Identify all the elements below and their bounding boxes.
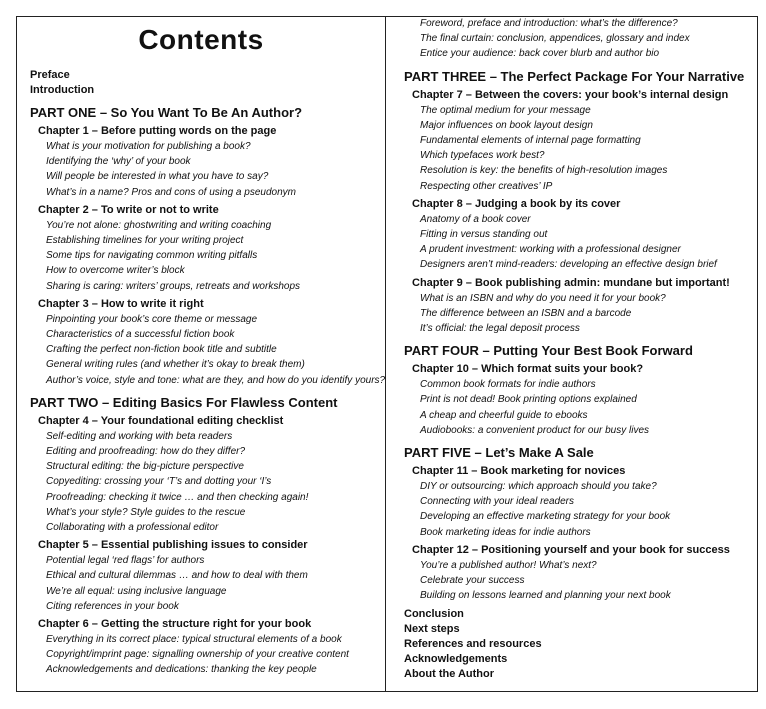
chapter-block bbox=[30, 124, 382, 200]
back-matter bbox=[404, 607, 754, 682]
section-entry: What’s your style? Style guides to the rescue bbox=[46, 506, 246, 518]
page-title: Contents bbox=[138, 24, 264, 55]
section-entry: Characteristics of a successful fiction book bbox=[46, 329, 235, 341]
chapter-heading: Chapter 8 – Judging a book by its cover bbox=[412, 197, 621, 210]
section-entry: Developing an effective marketing strategy for your book bbox=[420, 511, 671, 523]
chapter-block bbox=[30, 203, 382, 294]
back-matter-entry: References and resources bbox=[404, 638, 542, 651]
section-entry: A prudent investment: working with a professional designer bbox=[420, 244, 681, 256]
chapter-block bbox=[30, 617, 382, 678]
back-matter-entry: Acknowledgements bbox=[404, 653, 508, 666]
chapter-block bbox=[30, 538, 382, 614]
section-entry: Structural editing: the big-picture perspective bbox=[46, 461, 244, 473]
chapter-block bbox=[404, 362, 754, 438]
chapter-block bbox=[30, 297, 386, 388]
part-heading: PART FIVE – Let’s Make A Sale bbox=[404, 445, 594, 461]
section-entry: General writing rules (and whether it’s okay to break them) bbox=[46, 359, 305, 371]
chapter-heading: Chapter 9 – Book publishing admin: mundane but important! bbox=[412, 276, 730, 289]
left-column bbox=[30, 16, 386, 680]
section-entry: It’s official: the legal deposit process bbox=[420, 323, 580, 335]
title-spacer bbox=[30, 16, 382, 68]
section-entry: Connecting with your ideal readers bbox=[420, 496, 574, 508]
section-entry: What’s in a name? Pros and cons of using a pseudonym bbox=[46, 186, 296, 198]
section-entry: DIY or outsourcing: which approach should you take? bbox=[420, 481, 657, 493]
section-entry: Fitting in versus standing out bbox=[420, 229, 548, 241]
chapter-heading: Chapter 5 – Essential publishing issues to consider bbox=[38, 539, 308, 552]
section-entry: Building on lessons learned and planning your next book bbox=[420, 590, 671, 602]
section-entry: Anatomy of a book cover bbox=[420, 213, 531, 225]
section-entry: Which typefaces work best? bbox=[420, 150, 545, 162]
chapter-heading: Chapter 4 – Your foundational editing checklist bbox=[38, 414, 284, 427]
front-matter-entry: Preface bbox=[30, 69, 70, 81]
section-entry: Self-editing and working with beta readers bbox=[46, 430, 233, 442]
section-entry: Pinpointing your book’s core theme or message bbox=[46, 313, 258, 325]
section-entry: The difference between an ISBN and a barcode bbox=[420, 307, 632, 319]
front-matter-entry: Introduction bbox=[30, 84, 95, 96]
chapter-heading: Chapter 7 – Between the covers: your book’s internal design bbox=[412, 88, 729, 101]
back-matter-entry: Next steps bbox=[404, 623, 460, 636]
part-heading: PART ONE – So You Want To Be An Author? bbox=[30, 105, 303, 120]
section-entry: The optimal medium for your message bbox=[420, 104, 591, 116]
section-entry: Editing and proofreading: how do they differ? bbox=[46, 446, 246, 458]
chapter-heading: Chapter 2 – To write or not to write bbox=[38, 203, 219, 216]
back-matter-entry: About the Author bbox=[404, 668, 495, 681]
chapter-heading: Chapter 6 – Getting the structure right for your book bbox=[38, 618, 312, 631]
section-entry: What is an ISBN and why do you need it for your book? bbox=[420, 292, 666, 304]
chapter-block bbox=[404, 276, 754, 337]
section-entry: Crafting the perfect non-fiction book title and subtitle bbox=[46, 344, 277, 356]
section-entry: Copyediting: crossing your ‘T’s and dotting your ‘I’s bbox=[46, 476, 272, 488]
section-entry: Print is not dead! Book printing options explained bbox=[420, 394, 637, 406]
section-entry: Common book formats for indie authors bbox=[420, 379, 596, 391]
section-entry: Ethical and cultural dilemmas … and how to deal with them bbox=[46, 570, 308, 582]
section-entry: Proofreading: checking it twice … and then checking again! bbox=[46, 491, 309, 503]
section-entry: How to overcome writer’s block bbox=[46, 265, 185, 277]
section-entry: Copyright/imprint page: signalling ownership of your creative content bbox=[46, 649, 349, 661]
section-entry: Acknowledgements and dedications: thanking the key people bbox=[46, 664, 317, 676]
chapter-block bbox=[404, 464, 754, 540]
chapter-block bbox=[30, 414, 382, 535]
section-entry: Citing references in your book bbox=[46, 600, 179, 612]
section-entry: You’re not alone: ghostwriting and writing coaching bbox=[46, 219, 272, 231]
left-content bbox=[30, 68, 386, 678]
section-entry: Book marketing ideas for indie authors bbox=[420, 526, 591, 538]
section-entry: Sharing is caring: writers’ groups, retreats and workshops bbox=[46, 280, 301, 292]
section-entry: We’re all equal: using inclusive language bbox=[46, 585, 227, 597]
section-entry: Some tips for navigating common writing pitfalls bbox=[46, 250, 258, 262]
section-entry: The final curtain: conclusion, appendices, glossary and index bbox=[420, 33, 690, 45]
chapter-heading: Chapter 12 – Positioning yourself and your book for success bbox=[412, 543, 730, 556]
section-entry: Potential legal ‘red flags’ for authors bbox=[46, 555, 205, 567]
section-entry: Audiobooks: a convenient product for our busy lives bbox=[420, 424, 650, 436]
section-entry: Foreword, preface and introduction: what’s the difference? bbox=[420, 18, 678, 29]
section-entry: Will people be interested in what you have to say? bbox=[46, 171, 269, 183]
section-entry: Celebrate your success bbox=[420, 575, 525, 587]
chapter-heading: Chapter 11 – Book marketing for novices bbox=[412, 465, 626, 478]
chapter-heading: Chapter 10 – Which format suits your book? bbox=[412, 363, 644, 376]
section-entry: You’re a published author! What’s next? bbox=[420, 559, 597, 571]
section-entry: Collaborating with a professional editor bbox=[46, 522, 219, 534]
chapter-block bbox=[404, 88, 754, 194]
section-entry: Establishing timelines for your writing project bbox=[46, 235, 244, 247]
chapter-block bbox=[404, 543, 754, 604]
part-heading: PART FOUR – Putting Your Best Book Forward bbox=[404, 343, 693, 359]
back-matter-entry: Conclusion bbox=[404, 608, 464, 621]
section-entry: Designers aren’t mind-readers: developing an effective design brief bbox=[420, 259, 717, 271]
part-heading: PART THREE – The Perfect Package For Your Narrative bbox=[404, 68, 745, 84]
part-heading: PART TWO – Editing Basics For Flawless Content bbox=[30, 394, 338, 410]
section-entry: Resolution is key: the benefits of high-resolution images bbox=[420, 165, 668, 177]
chapter-heading: Chapter 3 – How to write it right bbox=[38, 297, 204, 310]
section-entry: A cheap and cheerful guide to ebooks bbox=[420, 409, 588, 421]
right-content bbox=[404, 16, 754, 682]
section-entry: Entice your audience: back cover blurb and author bio bbox=[420, 48, 660, 60]
section-entry: Fundamental elements of internal page formatting bbox=[420, 135, 641, 147]
section-entry: Respecting other creatives’ IP bbox=[420, 180, 553, 192]
section-entry: Author’s voice, style and tone: what are they, and how do you identify yours? bbox=[46, 374, 386, 386]
section-entry: Identifying the ‘why’ of your book bbox=[46, 156, 191, 168]
section-entry: What is your motivation for publishing a book? bbox=[46, 141, 251, 152]
section-entry: Everything in its correct place: typical structural elements of a book bbox=[46, 634, 342, 646]
chapter-block bbox=[404, 197, 754, 273]
chapter-heading: Chapter 1 – Before putting words on the page bbox=[38, 125, 277, 137]
section-entry: Major influences on book layout design bbox=[420, 119, 593, 131]
right-column bbox=[404, 16, 754, 682]
column-divider bbox=[385, 16, 386, 692]
